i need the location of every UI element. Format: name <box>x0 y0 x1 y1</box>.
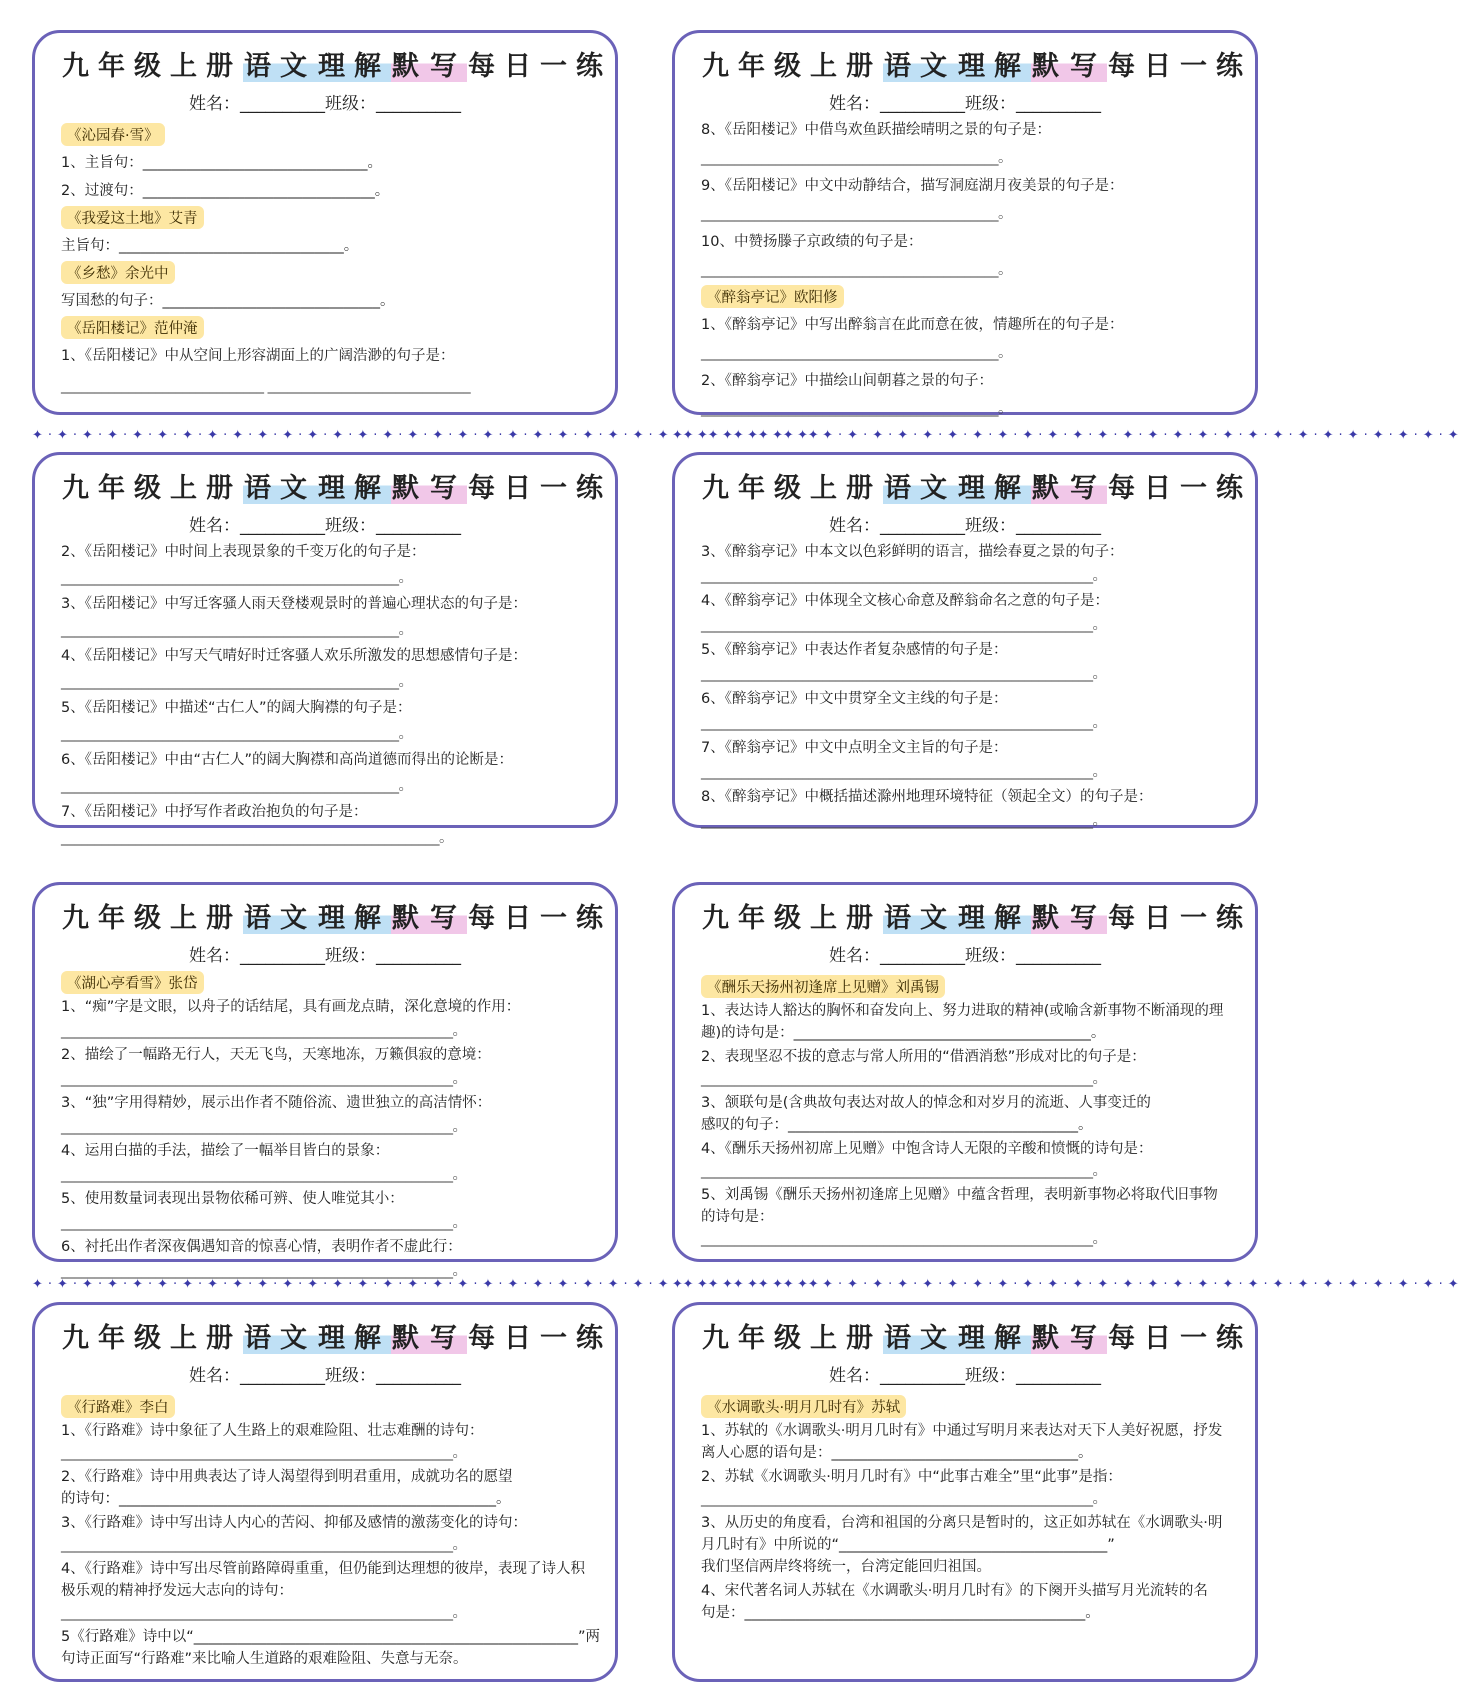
question-line: 2、过渡句：________________________________。 <box>61 183 390 199</box>
question-line: 句诗正面写“行路难”来比喻人生道路的艰难险阻、失意与无奈。 <box>61 1651 468 1667</box>
card-title: 九年级上册语文理解默写每日一练 <box>62 51 612 82</box>
question-line: 2、苏轼《水调歌头·明月几时有》中“此事古难全”里“此事”是指： <box>701 1469 1122 1485</box>
section-heading: 《水调歌头·明月几时有》苏轼 <box>701 1395 906 1418</box>
card-title: 九年级上册语文理解默写每日一练 <box>702 473 1252 504</box>
answer-blank: ________________________________________________________。 <box>61 830 453 846</box>
answer-blank: ____________________________________________。 <box>701 206 1012 222</box>
section-heading: 《醉翁亭记》欧阳修 <box>701 285 844 308</box>
answer-blank: __________________________________________________________。 <box>701 568 1107 584</box>
answer-blank: __________________________________________________________。 <box>701 813 1107 829</box>
answer-blank: __________________________________________________________。 <box>61 1023 467 1039</box>
question-line: 的诗句：____________________________________________________。 <box>61 1491 511 1507</box>
answer-blank: __________________________________________________________。 <box>61 1071 467 1087</box>
card-title: 九年级上册语文理解默写每日一练 <box>702 51 1252 82</box>
question-line: 8、《岳阳楼记》中借鸟欢鱼跃描绘晴明之景的句子是： <box>701 122 1051 138</box>
card-title: 九年级上册语文理解默写每日一练 <box>62 473 612 504</box>
answer-blank: __________________________________________________。 <box>61 778 413 794</box>
worksheet-card-4 <box>672 452 1258 828</box>
question-line: 2、描绘了一幅路无行人，天无飞鸟，天寒地冻，万籁俱寂的意境： <box>61 1047 491 1063</box>
worksheet-card-8 <box>672 1302 1258 1682</box>
question-line: 5、《岳阳楼记》中描述“古仁人”的阔大胸襟的句子是： <box>61 700 412 716</box>
name-class-line: 姓名：__________班级：__________ <box>189 94 461 114</box>
name-class-line: 姓名：__________班级：__________ <box>829 94 1101 114</box>
question-line: 2、《醉翁亭记》中描绘山间朝暮之景的句子： <box>701 373 993 389</box>
question-line: 4、运用白描的手法，描绘了一幅举目皆白的景象： <box>61 1143 390 1159</box>
question-line: 2、表现坚忍不拔的意志与常人所用的“借酒消愁”形成对比的句子是： <box>701 1049 1146 1065</box>
worksheet-card-7 <box>32 1302 618 1682</box>
question-line: 我们坚信两岸终将统一，台湾定能回归祖国。 <box>701 1559 991 1575</box>
question-line: 3、《岳阳楼记》中写迁客骚人雨天登楼观景时的普遍心理状态的句子是： <box>61 596 527 612</box>
name-class-line: 姓名：__________班级：__________ <box>189 946 461 966</box>
answer-blank: __________________________________________________________。 <box>701 617 1107 633</box>
answer-blank: __________________________________________________________。 <box>61 1119 467 1135</box>
answer-blank: ____________________________________________。 <box>701 262 1012 278</box>
card-title: 九年级上册语文理解默写每日一练 <box>62 1323 612 1354</box>
answer-blank: __________________________________________________________。 <box>701 1491 1107 1507</box>
question-line: 3、颔联句是(含典故句表达对故人的悼念和对岁月的流逝、人事变迁的 <box>701 1095 1151 1111</box>
question-line: 4、《酬乐天扬州初席上见赠》中饱含诗人无限的辛酸和愤慨的诗句是： <box>701 1141 1153 1157</box>
question-line: 5《行路难》诗中以“_____________________________________________________”两 <box>61 1629 600 1645</box>
name-class-line: 姓名：__________班级：__________ <box>829 946 1101 966</box>
question-line: 4、宋代著名词人苏轼在《水调歌头·明月几时有》的下阕开头描写月光流转的名 <box>701 1583 1208 1599</box>
section-heading: 《岳阳楼记》范仲淹 <box>61 316 204 339</box>
answer-blank: __________________________________________________________。 <box>61 1605 467 1621</box>
decorative-divider: ✦·✦·✦·✦·✦·✦·✦·✦·✦·✦·✦·✦·✦·✦·✦·✦·✦·✦·✦·✦·✦·✦·✦·✦·✦·✦·✦·✦·✦·✦·✦·✦ <box>672 428 1464 443</box>
name-class-line: 姓名：__________班级：__________ <box>189 516 461 536</box>
answer-blank: ____________________________________________。 <box>701 345 1012 361</box>
question-line: 6、衬托出作者深夜偶遇知音的惊喜心情，表明作者不虚此行： <box>61 1239 462 1255</box>
question-line: 句是：_______________________________________________。 <box>701 1605 1100 1621</box>
answer-blank: __________________________________________________。 <box>61 726 413 742</box>
question-line: 1、《醉翁亭记》中写出醉翁言在此而意在彼，情趣所在的句子是： <box>701 317 1124 333</box>
decorative-divider: ✦·✦·✦·✦·✦·✦·✦·✦·✦·✦·✦·✦·✦·✦·✦·✦·✦·✦·✦·✦·✦·✦·✦·✦·✦·✦·✦·✦·✦·✦·✦·✦ <box>32 1277 824 1292</box>
question-line: 3、《行路难》诗中写出诗人内心的苦闷、抑郁及感情的激荡变化的诗句： <box>61 1515 527 1531</box>
section-heading: 《沁园春·雪》 <box>61 123 165 146</box>
answer-blank: __________________________________________________________。 <box>61 1263 467 1279</box>
answer-blank: __________________________________________________________。 <box>61 1537 467 1553</box>
answer-blank: __________________________________________________。 <box>61 674 413 690</box>
answer-blank: __________________________________________________。 <box>61 622 413 638</box>
answer-blank: __________________________________________________________。 <box>701 1163 1107 1179</box>
worksheet-card-2 <box>672 30 1258 415</box>
answer-blank: __________________________________________________________。 <box>701 764 1107 780</box>
question-line: 主旨句：_______________________________。 <box>61 238 359 254</box>
section-heading: 《酬乐天扬州初逢席上见赠》刘禹锡 <box>701 975 945 998</box>
answer-blank: __________________________________________________。 <box>61 570 413 586</box>
answer-blank: __________________________________________________________。 <box>701 715 1107 731</box>
section-heading: 《我爱这土地》艾青 <box>61 206 204 229</box>
question-line: 6、《岳阳楼记》中由“古仁人”的阔大胸襟和高尚道德而得出的论断是： <box>61 752 513 768</box>
section-heading: 《湖心亭看雪》张岱 <box>61 971 204 994</box>
question-line: 3、从历史的角度看，台湾和祖国的分离只是暂时的，这正如苏轼在《水调歌头·明月几时有》中所说的“_____________________________________” <box>701 1515 1223 1553</box>
question-line: 5、使用数量词表现出景物依稀可辨、使人唯觉其小： <box>61 1191 404 1207</box>
answer-blank: __________________________________________________________。 <box>61 1215 467 1231</box>
answer-blank: ____________________________________________。 <box>701 150 1012 166</box>
question-line: 1、表达诗人豁达的胸怀和奋发向上、努力进取的精神(或喻含新事物不断涌现的理趣)的诗句是：_________________________________________。 <box>701 1003 1224 1041</box>
question-line: 4、《醉翁亭记》中体现全文核心命意及醉翁命名之意的句子是： <box>701 593 1109 609</box>
name-class-line: 姓名：__________班级：__________ <box>829 516 1101 536</box>
card-title: 九年级上册语文理解默写每日一练 <box>702 903 1252 934</box>
worksheet-card-6 <box>672 882 1258 1262</box>
question-line: 写国愁的句子：______________________________。 <box>61 293 395 309</box>
worksheet-card-1 <box>32 30 618 415</box>
question-line: 6、《醉翁亭记》中文中贯穿全文主线的句子是： <box>701 691 1008 707</box>
card-title: 九年级上册语文理解默写每日一练 <box>702 1323 1252 1354</box>
question-line: 1、《岳阳楼记》中从空间上形容湖面上的广阔浩渺的句子是： <box>61 348 455 364</box>
name-class-line: 姓名：__________班级：__________ <box>829 1366 1101 1386</box>
card-title: 九年级上册语文理解默写每日一练 <box>62 903 612 934</box>
section-heading: 《行路难》李白 <box>61 1395 175 1418</box>
question-line: 7、《醉翁亭记》中文中点明全文主旨的句子是： <box>701 740 1008 756</box>
question-line: 2、《行路难》诗中用典表达了诗人渴望得到明君重用，成就功名的愿望 <box>61 1469 513 1485</box>
question-line: 1、主旨句：_______________________________。 <box>61 155 382 171</box>
question-line: 2、《岳阳楼记》中时间上表现景象的千变万化的句子是： <box>61 544 426 560</box>
answer-blank: __________________________________________________________。 <box>61 1445 467 1461</box>
question-line: 1、《行路难》诗中象征了人生路上的艰难险阻、壮志难酬的诗句： <box>61 1423 484 1439</box>
section-heading: 《乡愁》余光中 <box>61 261 175 284</box>
decorative-divider: ✦·✦·✦·✦·✦·✦·✦·✦·✦·✦·✦·✦·✦·✦·✦·✦·✦·✦·✦·✦·✦·✦·✦·✦·✦·✦·✦·✦·✦·✦·✦·✦ <box>32 428 824 443</box>
worksheet-card-3 <box>32 452 618 846</box>
question-line: 5、刘禹锡《酬乐天扬州初逢席上见赠》中蕴含哲理，表明新事物必将取代旧事物的诗句是： <box>701 1187 1218 1225</box>
answer-blank: __________________________________________________________。 <box>61 1167 467 1183</box>
decorative-divider: ✦·✦·✦·✦·✦·✦·✦·✦·✦·✦·✦·✦·✦·✦·✦·✦·✦·✦·✦·✦·✦·✦·✦·✦·✦·✦·✦·✦·✦·✦·✦·✦ <box>672 1277 1464 1292</box>
question-line: 3、“独”字用得精妙，展示出作者不随俗流、遗世独立的高洁情怀： <box>61 1095 492 1111</box>
worksheet-card-5 <box>32 882 618 1279</box>
question-line: 1、苏轼的《水调歌头·明月几时有》中通过写明月来表达对天下人美好祝愿，抒发离人心愿的语句是：__________________________________。 <box>701 1423 1223 1461</box>
question-line: 4、《岳阳楼记》中写天气晴好时迁客骚人欢乐所激发的思想感情句子是： <box>61 648 527 664</box>
question-line: 1、“痴”字是文眼，以舟子的话结尾，具有画龙点睛，深化意境的作用： <box>61 999 521 1015</box>
question-line: 4、《行路难》诗中写出尽管前路障碍重重，但仍能到达理想的彼岸，表现了诗人积极乐观的精神抒发远大志向的诗句： <box>61 1561 585 1599</box>
answer-blank: __________________________________________________________。 <box>701 1071 1107 1087</box>
question-line: 8、《醉翁亭记》中概括描述滁州地理环境特征（领起全文）的句子是： <box>701 789 1153 805</box>
question-line: 9、《岳阳楼记》中文中动静结合，描写洞庭湖月夜美景的句子是： <box>701 178 1124 194</box>
question-line: 感叹的句子：________________________________________。 <box>701 1117 1093 1133</box>
answer-blank: __________________________________________________________。 <box>701 1231 1107 1247</box>
answer-blank: ______________________________ ______________________________ <box>61 378 471 394</box>
question-line: 7、《岳阳楼记》中抒写作者政治抱负的句子是： <box>61 804 368 820</box>
question-line: 5、《醉翁亭记》中表达作者复杂感情的句子是： <box>701 642 1008 658</box>
question-line: 3、《醉翁亭记》中本文以色彩鲜明的语言，描绘春夏之景的句子： <box>701 544 1124 560</box>
name-class-line: 姓名：__________班级：__________ <box>189 1366 461 1386</box>
answer-blank: ____________________________________________。 <box>701 401 1012 417</box>
answer-blank: __________________________________________________________。 <box>701 666 1107 682</box>
question-line: 10、中赞扬滕子京政绩的句子是： <box>701 234 923 250</box>
